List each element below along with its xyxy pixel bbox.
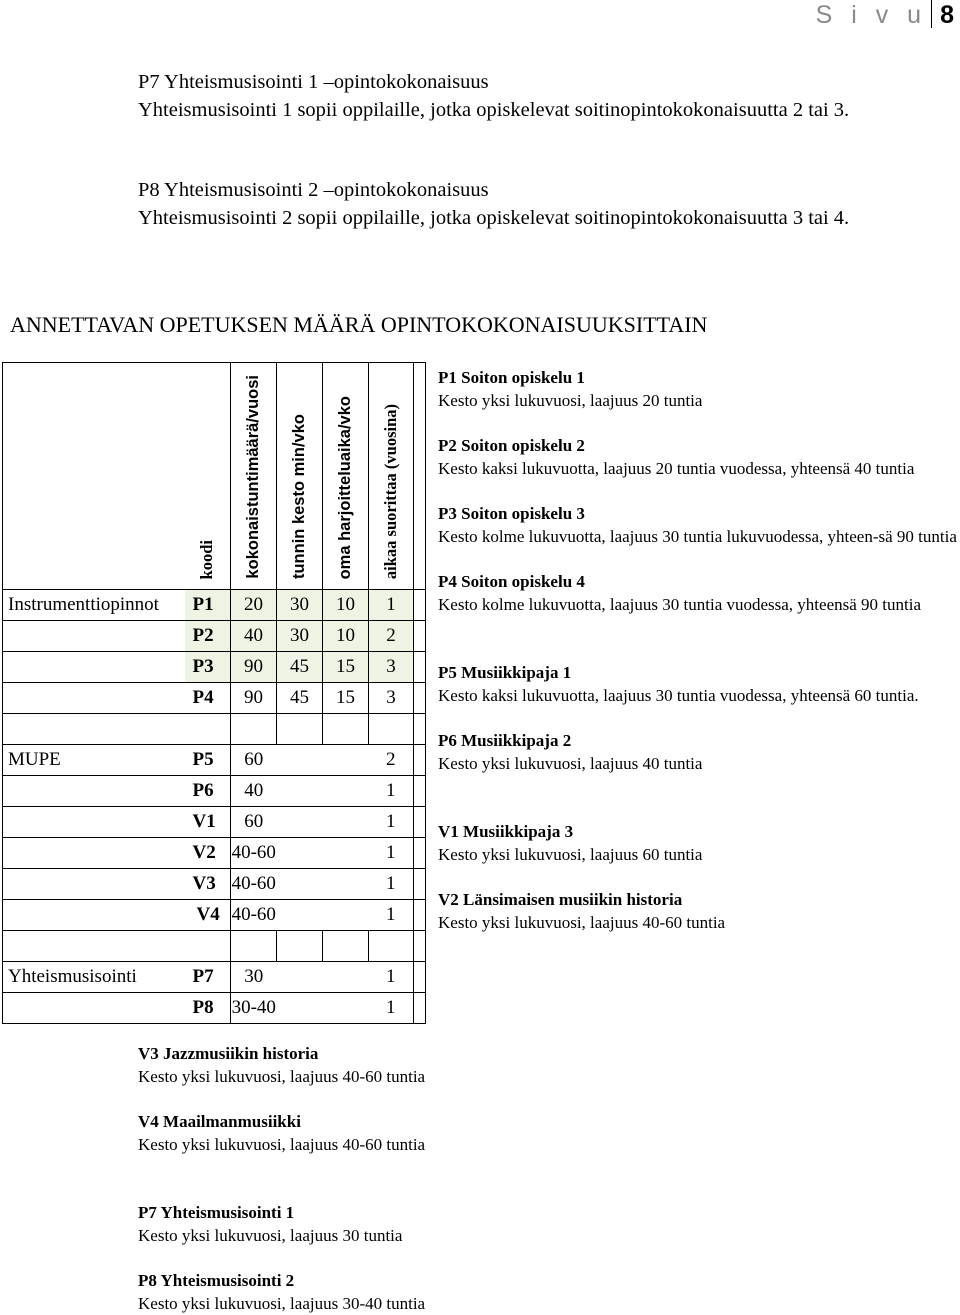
row-lesson-duration [277, 838, 323, 869]
page-label: S i v u [815, 1, 928, 29]
row-code: P2 [185, 621, 231, 652]
row-completion-years: 3 [369, 652, 414, 683]
intro-p7-title: P7 Yhteismusisointi 1 –opintokokonaisuus [138, 71, 489, 93]
row-lesson-duration [277, 962, 323, 993]
row-lesson-duration: 30 [277, 621, 323, 652]
row-code: P3 [185, 652, 231, 683]
row-code [185, 931, 231, 962]
row-category [3, 900, 185, 931]
row-practice-time [323, 900, 369, 931]
row-spacer [414, 745, 426, 776]
row-code: P6 [185, 776, 231, 807]
row-spacer [414, 590, 426, 621]
table-row [3, 776, 426, 807]
row-completion-years: 1 [369, 838, 414, 869]
table-row [3, 745, 426, 776]
row-code: V1 [185, 807, 231, 838]
desc-v2: V2 Länsimaisen musiikin historia Kesto yksi lukuvuosi, laajuus 40-60 tuntia [438, 890, 726, 932]
desc-v4: V4 Maailmanmusiikki Kesto yksi lukuvuosi, laajuus 40-60 tuntia [138, 1112, 426, 1154]
desc-p1: P1 Soiton opiskelu 1 Kesto yksi lukuvuosi, laajuus 20 tuntia [438, 368, 703, 410]
row-spacer [414, 931, 426, 962]
header-spacer [414, 363, 426, 590]
row-completion-years: 1 [369, 776, 414, 807]
row-spacer [414, 962, 426, 993]
row-completion-years: 2 [369, 745, 414, 776]
row-total-hours: 40-60 [231, 838, 277, 869]
bottom-descriptions [138, 1042, 425, 1315]
row-spacer [414, 838, 426, 869]
table-row [3, 838, 426, 869]
row-lesson-duration [277, 745, 323, 776]
intro-p8-title: P8 Yhteismusisointi 2 –opintokokonaisuus [138, 179, 489, 201]
row-completion-years [369, 931, 414, 962]
row-category: Yhteismusisointi [3, 962, 185, 993]
row-category [3, 714, 185, 745]
row-code: V2 [185, 838, 231, 869]
row-practice-time [323, 807, 369, 838]
row-spacer [414, 900, 426, 931]
row-spacer [414, 869, 426, 900]
table-row [3, 900, 426, 931]
row-code: P7 [185, 962, 231, 993]
row-category [3, 652, 185, 683]
header-code: koodi [185, 363, 231, 590]
row-total-hours: 90 [231, 683, 277, 714]
row-practice-time [323, 714, 369, 745]
table-row [3, 621, 426, 652]
page-header [816, 0, 954, 30]
desc-p7: P7 Yhteismusisointi 1 Kesto yksi lukuvuosi, laajuus 30 tuntia [138, 1203, 403, 1245]
row-completion-years: 2 [369, 621, 414, 652]
row-completion-years [369, 714, 414, 745]
row-completion-years: 1 [369, 900, 414, 931]
row-practice-time [323, 993, 369, 1024]
row-code [185, 714, 231, 745]
header-divider [931, 0, 932, 28]
header-completion-years: aikaa suorittaa (vuosina) [369, 363, 414, 590]
section-heading: ANNETTAVAN OPETUKSEN MÄÄRÄ OPINTOKOKONAISUUKSITTAIN [10, 312, 708, 337]
row-practice-time [323, 869, 369, 900]
intro-p7 [138, 68, 849, 124]
row-category: Instrumenttiopinnot [3, 590, 185, 621]
page-number: 8 [940, 1, 954, 29]
row-lesson-duration [277, 807, 323, 838]
desc-p2: P2 Soiton opiskelu 2 Kesto kaksi lukuvuotta, laajuus 20 tuntia vuodessa, yhteensä 40 tuntia [438, 436, 915, 478]
header-practice-time: oma harjoitteluaika/vko [323, 363, 369, 590]
row-practice-time: 10 [323, 590, 369, 621]
row-category [3, 838, 185, 869]
row-category [3, 993, 185, 1024]
table-header-row [3, 363, 426, 590]
table-row [3, 993, 426, 1024]
row-practice-time [323, 931, 369, 962]
row-total-hours [231, 714, 277, 745]
row-practice-time: 10 [323, 621, 369, 652]
row-category [3, 869, 185, 900]
row-category [3, 807, 185, 838]
row-lesson-duration [277, 869, 323, 900]
row-code: P4 [185, 683, 231, 714]
row-completion-years: 1 [369, 993, 414, 1024]
row-completion-years: 3 [369, 683, 414, 714]
row-total-hours: 60 [231, 745, 277, 776]
row-spacer [414, 652, 426, 683]
row-total-hours: 40-60 [231, 900, 277, 931]
header-lesson-duration: tunnin kesto min/vko [277, 363, 323, 590]
row-total-hours: 60 [231, 807, 277, 838]
desc-p4: P4 Soiton opiskelu 4 Kesto kolme lukuvuotta, laajuus 30 tuntia vuodessa, yhteensä 90 tuntia [438, 572, 921, 614]
row-category: MUPE [3, 745, 185, 776]
row-code: P8 [185, 993, 231, 1024]
row-lesson-duration: 45 [277, 652, 323, 683]
desc-p5: P5 Musiikkipaja 1 Kesto kaksi lukuvuotta, laajuus 30 tuntia vuodessa, yhteensä 60 tuntia. [438, 663, 919, 705]
row-code: V3 [185, 869, 231, 900]
row-lesson-duration: 45 [277, 683, 323, 714]
table-row [3, 869, 426, 900]
row-spacer [414, 807, 426, 838]
row-category [3, 621, 185, 652]
table-body [3, 590, 426, 1024]
desc-p8: P8 Yhteismusisointi 2 Kesto yksi lukuvuosi, laajuus 30-40 tuntia [138, 1271, 426, 1313]
intro-p8-text: Yhteismusisointi 2 sopii oppilaille, jotka opiskelevat soitinopintokokonaisuutta 3 tai 4. [138, 207, 850, 229]
header-corner [3, 363, 185, 590]
row-code: P1 [185, 590, 231, 621]
desc-p6: P6 Musiikkipaja 2 Kesto yksi lukuvuosi, laajuus 40 tuntia [438, 731, 703, 773]
row-total-hours: 40 [231, 621, 277, 652]
row-spacer [414, 714, 426, 745]
row-total-hours: 40-60 [231, 869, 277, 900]
table-row [3, 683, 426, 714]
row-total-hours: 30 [231, 962, 277, 993]
right-descriptions [438, 366, 958, 934]
desc-v3: V3 Jazzmusiikin historia Kesto yksi lukuvuosi, laajuus 40-60 tuntia [138, 1044, 426, 1086]
intro-p7-text: Yhteismusisointi 1 sopii oppilaille, jotka opiskelevat soitinopintokokonaisuutta 2 tai 3. [138, 99, 850, 121]
row-code: V4 [185, 900, 231, 931]
row-practice-time [323, 745, 369, 776]
row-completion-years: 1 [369, 962, 414, 993]
row-category [3, 931, 185, 962]
row-total-hours: 20 [231, 590, 277, 621]
row-completion-years: 1 [369, 869, 414, 900]
desc-v1: V1 Musiikkipaja 3 Kesto yksi lukuvuosi, laajuus 60 tuntia [438, 822, 703, 864]
row-completion-years: 1 [369, 590, 414, 621]
row-practice-time [323, 838, 369, 869]
row-spacer [414, 683, 426, 714]
row-lesson-duration [277, 900, 323, 931]
desc-p3: P3 Soiton opiskelu 3 Kesto kolme lukuvuotta, laajuus 30 tuntia lukuvuodessa, yhteen-sä 90 tuntia [438, 504, 957, 546]
row-practice-time: 15 [323, 683, 369, 714]
row-spacer [414, 776, 426, 807]
row-completion-years: 1 [369, 807, 414, 838]
table-row [3, 807, 426, 838]
header-total-hours: kokonaistuntimäärä/vuosi [231, 363, 277, 590]
table-row [3, 962, 426, 993]
row-category [3, 776, 185, 807]
row-lesson-duration [277, 993, 323, 1024]
row-total-hours: 90 [231, 652, 277, 683]
table-row [3, 652, 426, 683]
teaching-amount-table [2, 362, 426, 1024]
row-practice-time [323, 962, 369, 993]
row-practice-time [323, 776, 369, 807]
row-code: P5 [185, 745, 231, 776]
intro-p8 [138, 176, 849, 232]
table-row [3, 590, 426, 621]
row-total-hours: 40 [231, 776, 277, 807]
row-lesson-duration [277, 776, 323, 807]
row-total-hours: 30-40 [231, 993, 277, 1024]
row-spacer [414, 621, 426, 652]
row-lesson-duration [277, 931, 323, 962]
row-practice-time: 15 [323, 652, 369, 683]
row-category [3, 683, 185, 714]
row-lesson-duration: 30 [277, 590, 323, 621]
row-lesson-duration [277, 714, 323, 745]
table-row [3, 931, 426, 962]
table-row [3, 714, 426, 745]
row-spacer [414, 993, 426, 1024]
row-total-hours [231, 931, 277, 962]
